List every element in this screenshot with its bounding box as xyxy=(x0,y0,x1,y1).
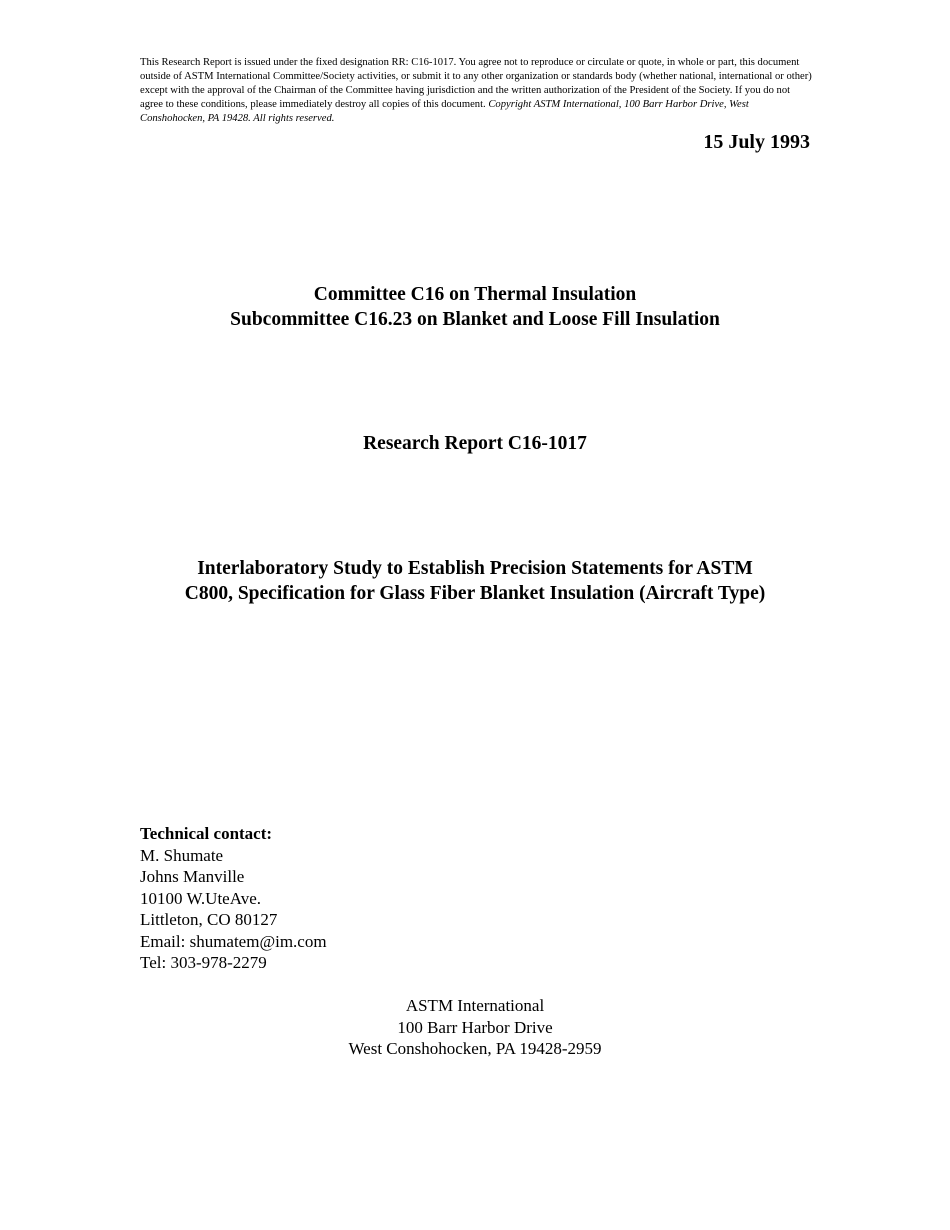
contact-name: M. Shumate xyxy=(140,845,224,865)
contact-label: Technical contact: xyxy=(140,824,273,843)
notice-copyright: Copyright ASTM International, 100 Barr Harbor Drive, West Conshohocken, PA 19428. All rights reserved. xyxy=(140,99,749,124)
report-date: 15 July 1993 xyxy=(703,131,810,153)
technical-contact xyxy=(140,823,327,974)
report-title-line-1: Interlaboratory Study to Establish Precision Statements for ASTM xyxy=(197,558,753,579)
committee-name: Committee C16 on Thermal Insulation xyxy=(313,284,637,305)
subcommittee-name: Subcommittee C16.23 on Blanket and Loose Fill Insulation xyxy=(230,309,720,330)
contact-city: Littleton, CO 80127 xyxy=(140,910,278,929)
report-number: Research Report C16-1017 xyxy=(363,433,587,454)
notice-text: This Research Report is issued under the fixed designation RR: C16-1017. You agree not to reproduce or circulate or quote, in whole or part, this document outside of ASTM International Committee/Society activities, or submit it to any other organization or standards body (whether national, international or other) except with the approval of the Chairman of the Committee having jurisdiction and the written authorization of the President of the Society. If you do not agree to these conditions, please immediately destroy all copies of this document. xyxy=(140,57,812,110)
publisher-address xyxy=(0,995,950,1060)
committee-heading xyxy=(0,282,950,332)
contact-email: Email: shumatem@im.com xyxy=(140,931,327,951)
contact-phone: Tel: 303-978-2279 xyxy=(140,953,267,972)
publisher-city: West Conshohocken, PA 19428-2959 xyxy=(348,1039,602,1058)
contact-company: Johns Manville xyxy=(140,867,245,886)
publisher-name: ASTM International xyxy=(405,996,545,1015)
publisher-street: 100 Barr Harbor Drive xyxy=(397,1017,553,1037)
copyright-notice xyxy=(140,56,812,126)
contact-street: 10100 W.UteAve. xyxy=(140,888,262,908)
report-title xyxy=(0,556,950,606)
report-title-line-2: C800, Specification for Glass Fiber Blanket Insulation (Aircraft Type) xyxy=(184,583,766,604)
